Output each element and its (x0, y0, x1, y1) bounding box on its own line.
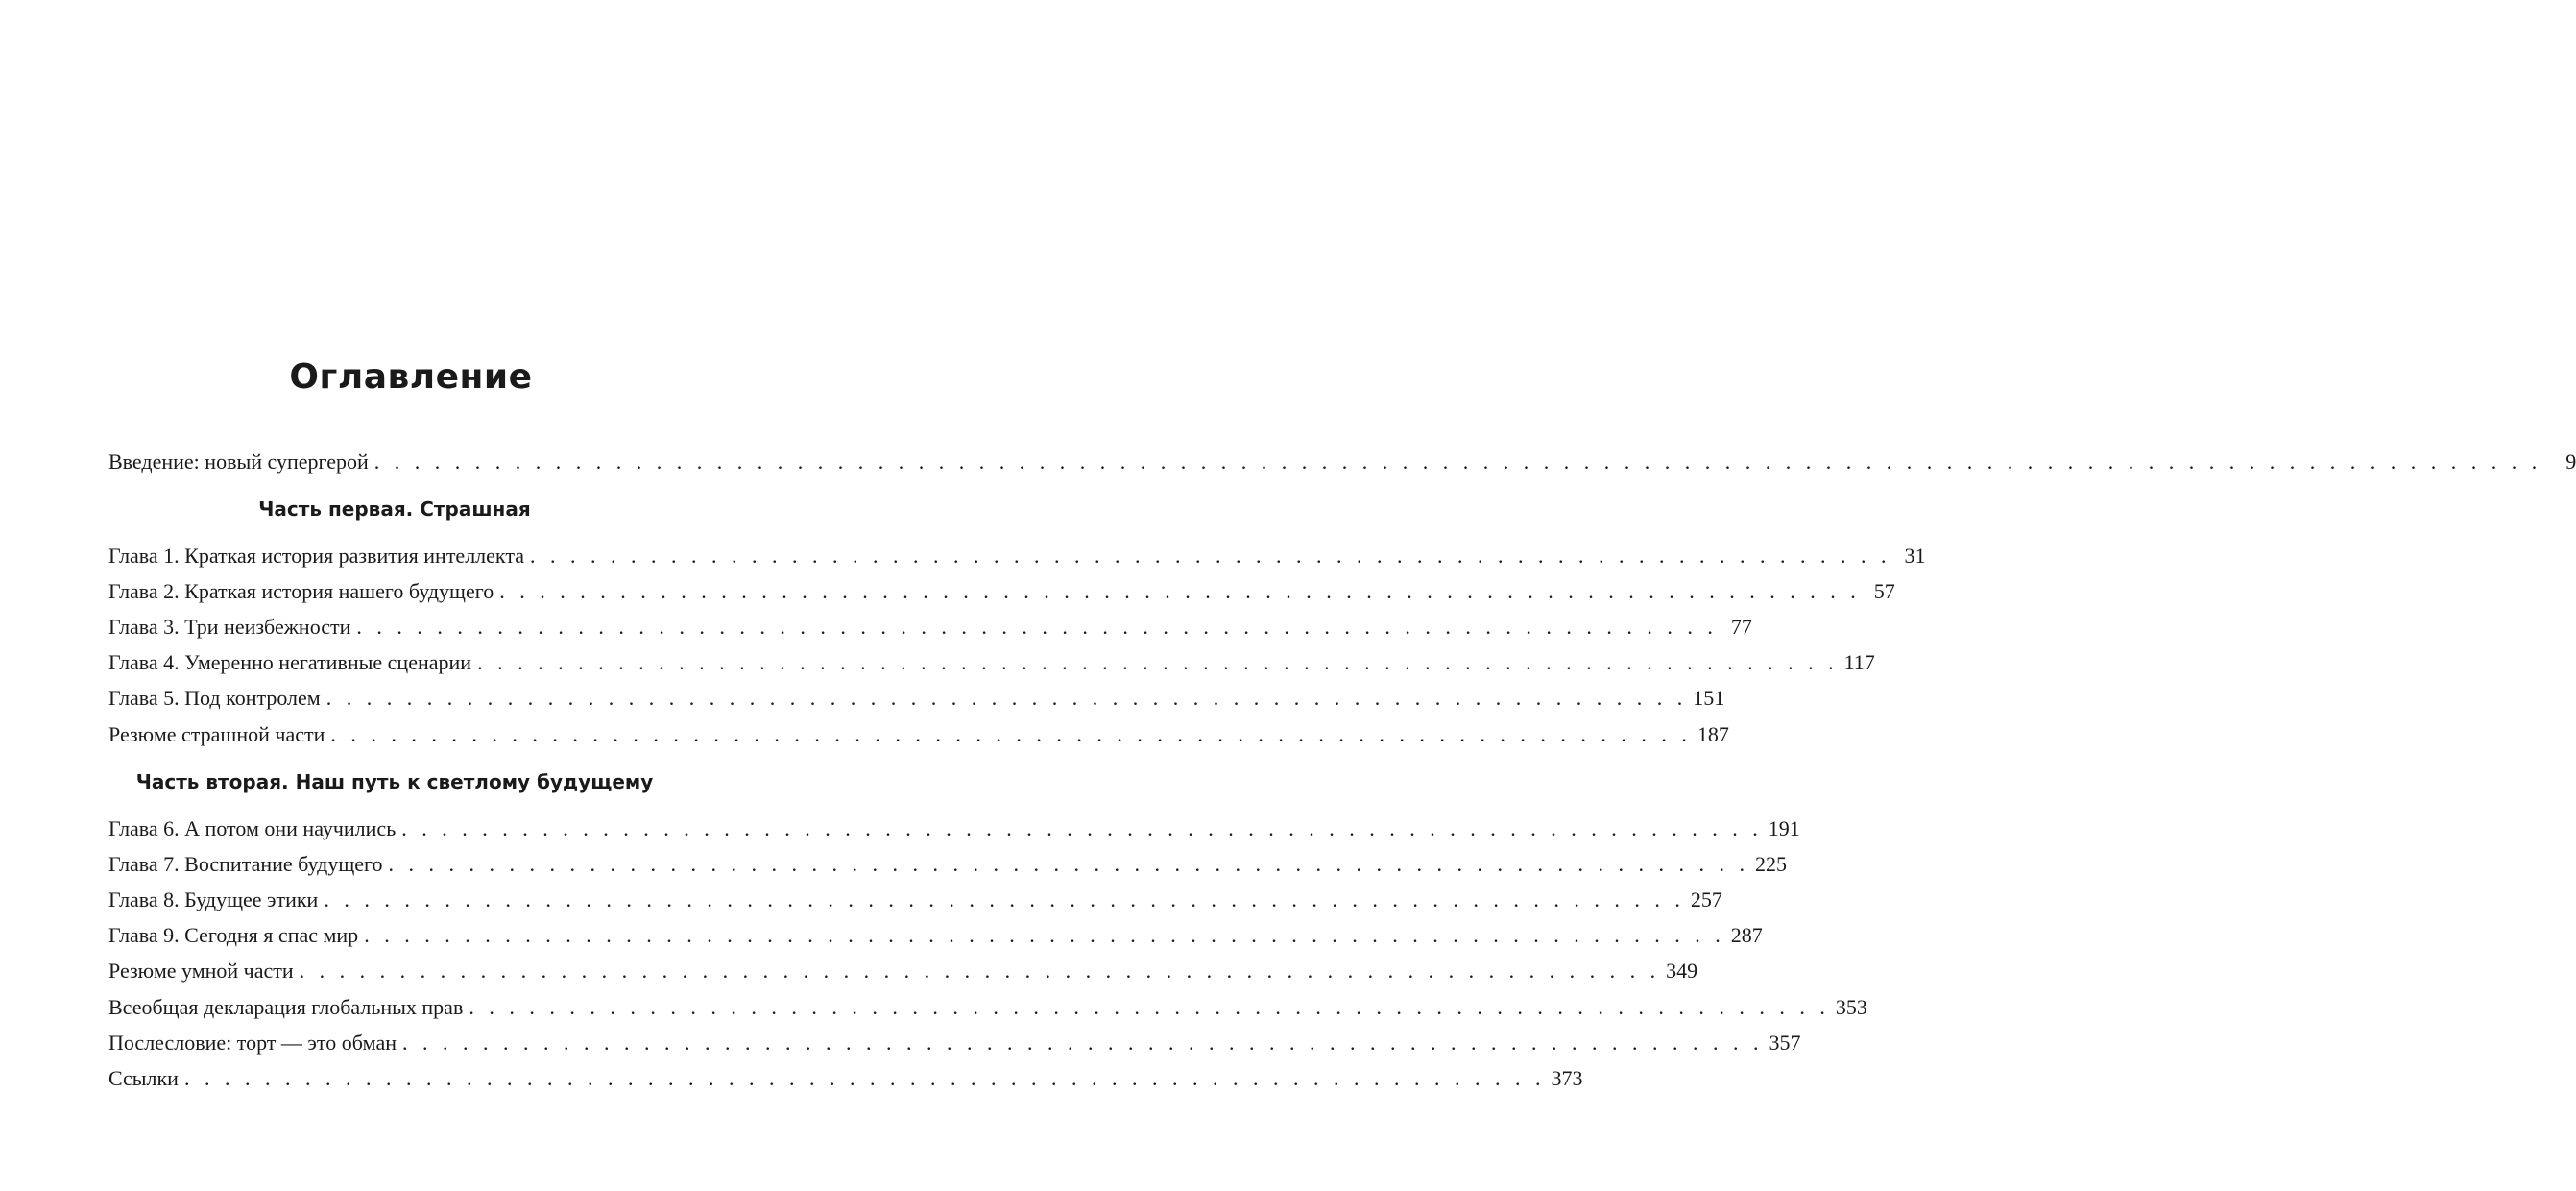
dot-leader: . . . . . . . . . . . . . . . . . . . . . . . . . . . . . . . . . . . . . . . . . . . . . . . . . . . . . . . . . . . . . . . . . . . . (364, 923, 1725, 947)
toc-entry-chapter-4[interactable] (108, 650, 1875, 679)
part-one-heading: Часть первая. Страшная (258, 498, 531, 521)
toc-entry-label: Глава 7. Воспитание будущего (108, 852, 383, 876)
toc-entry-page: 357 (1769, 1031, 1801, 1055)
toc-entry-page: 9 (2565, 450, 2576, 474)
dot-leader: . . . . . . . . . . . . . . . . . . . . . . . . . . . . . . . . . . . . . . . . . . . . . . . . . . . . . . . . . . . . . . . . . . . . (330, 722, 1692, 746)
dot-leader: . . . . . . . . . . . . . . . . . . . . . . . . . . . . . . . . . . . . . . . . . . . . . . . . . . . . . . . . . . . . . . . . . . . . (469, 995, 1830, 1019)
dot-leader: . . . . . . . . . . . . . . . . . . . . . . . . . . . . . . . . . . . . . . . . . . . . . . . . . . . . . . . . . . . . . . . . . . . . (499, 579, 1861, 603)
toc-entry-page: 353 (1835, 995, 1867, 1019)
dot-leader: . . . . . . . . . . . . . . . . . . . . . . . . . . . . . . . . . . . . . . . . . . . . . . . . . . . . . . . . . . . . . . . . . . . . (401, 1031, 1764, 1055)
toc-entry-label: Всеобщая декларация глобальных прав (108, 995, 464, 1019)
toc-entry-chapter-6[interactable] (108, 816, 1800, 845)
toc-entry-label: Глава 5. Под контролем (108, 686, 321, 710)
toc-entry-page: 31 (1904, 544, 1926, 568)
dot-leader: . . . . . . . . . . . . . . . . . . . . . . . . . . . . . . . . . . . . . . . . . . . . . . . . . . . . . . . . . . . . . . . . . . . . (401, 816, 1763, 840)
toc-entry-chapter-9[interactable] (108, 923, 1763, 952)
page-title: Оглавление (289, 357, 533, 397)
toc-entry-chapter-7[interactable] (108, 852, 1788, 881)
part-two-heading: Часть вторая. Наш путь к светлому будущему (135, 770, 654, 793)
toc-entry-page: 191 (1768, 816, 1800, 840)
toc-entry-chapter-3[interactable] (108, 615, 1752, 644)
toc-entry-label: Введение: новый супергерой (108, 450, 369, 474)
dot-leader: . . . . . . . . . . . . . . . . . . . . . . . . . . . . . . . . . . . . . . . . . . . . . . . . . . . . . . . . . . . . . . . . . . . . (529, 544, 1891, 568)
toc-entry-page: 349 (1666, 959, 1698, 983)
dot-leader: . . . . . . . . . . . . . . . . . . . . . . . . . . . . . . . . . . . . . . . . . . . . . . . . . . . . . . . . . . . . . . . . . . . . (477, 650, 1839, 674)
toc-entry-summary-scary[interactable] (108, 722, 1729, 751)
dot-leader: . . . . . . . . . . . . . . . . . . . . . . . . . . . . . . . . . . . . . . . . . . . . . . . . . . . . . . . . . . . . . . . . . . . . . . . . . . . . . . . . . . . . . . . . . . . . . . . . . . . . . . . . . . . . (373, 450, 2542, 474)
toc-entry-label: Послесловие: торт — это обман (108, 1031, 397, 1055)
toc-entry-label: Ссылки (108, 1066, 179, 1090)
toc-entry-page: 373 (1551, 1066, 1583, 1090)
toc-entry-label: Глава 6. А потом они научились (108, 816, 397, 840)
toc-entry-intro[interactable] (108, 450, 2576, 478)
dot-leader: . . . . . . . . . . . . . . . . . . . . . . . . . . . . . . . . . . . . . . . . . . . . . . . . . . . . . . . . . . . . . . . . . . . . (325, 686, 1688, 710)
toc-entry-chapter-1[interactable] (108, 544, 1926, 572)
toc-entry-chapter-8[interactable] (108, 887, 1722, 916)
dot-leader: . . . . . . . . . . . . . . . . . . . . . . . . . . . . . . . . . . . . . . . . . . . . . . . . . . . . . . . . . . . . . . . . . . . . (388, 852, 1750, 876)
dot-leader: . . . . . . . . . . . . . . . . . . . . . . . . . . . . . . . . . . . . . . . . . . . . . . . . . . . . . . . . . . . . . . . . . . . . (299, 959, 1661, 983)
toc-entry-page: 77 (1730, 615, 1752, 639)
dot-leader: . . . . . . . . . . . . . . . . . . . . . . . . . . . . . . . . . . . . . . . . . . . . . . . . . . . . . . . . . . . . . . . . . . . . (356, 615, 1718, 639)
toc-entry-label: Глава 9. Сегодня я спас мир (108, 923, 359, 947)
toc-entry-references[interactable] (108, 1066, 1583, 1095)
toc-entry-afterword[interactable] (108, 1031, 1801, 1059)
toc-entry-label: Глава 2. Краткая история нашего будущего (108, 579, 494, 603)
toc-entry-page: 151 (1693, 686, 1725, 710)
dot-leader: . . . . . . . . . . . . . . . . . . . . . . . . . . . . . . . . . . . . . . . . . . . . . . . . . . . . . . . . . . . . . . . . . . . . (183, 1066, 1546, 1090)
toc-entry-page: 57 (1873, 579, 1895, 603)
toc-entry-label: Глава 1. Краткая история развития интеллекта (108, 544, 524, 568)
toc-entry-page: 257 (1690, 887, 1722, 911)
toc-entry-label: Глава 8. Будущее этики (108, 887, 319, 911)
toc-entry-page: 225 (1755, 852, 1788, 876)
toc-entry-label: Глава 3. Три неизбежности (108, 615, 351, 639)
toc-entry-label: Глава 4. Умеренно негативные сценарии (108, 650, 472, 674)
toc-entry-page: 187 (1697, 722, 1729, 746)
toc-entry-summary-smart[interactable] (108, 959, 1698, 987)
toc-entry-page: 117 (1843, 650, 1875, 674)
toc-entry-chapter-5[interactable] (108, 686, 1725, 715)
toc-entry-page: 287 (1730, 923, 1763, 947)
toc-entry-chapter-2[interactable] (108, 579, 1895, 608)
dot-leader: . . . . . . . . . . . . . . . . . . . . . . . . . . . . . . . . . . . . . . . . . . . . . . . . . . . . . . . . . . . . . . . . . . . . (324, 887, 1685, 911)
toc-entry-label: Резюме умной части (108, 959, 294, 983)
toc-entry-declaration[interactable] (108, 995, 1867, 1024)
toc-entry-label: Резюме страшной части (108, 722, 325, 746)
